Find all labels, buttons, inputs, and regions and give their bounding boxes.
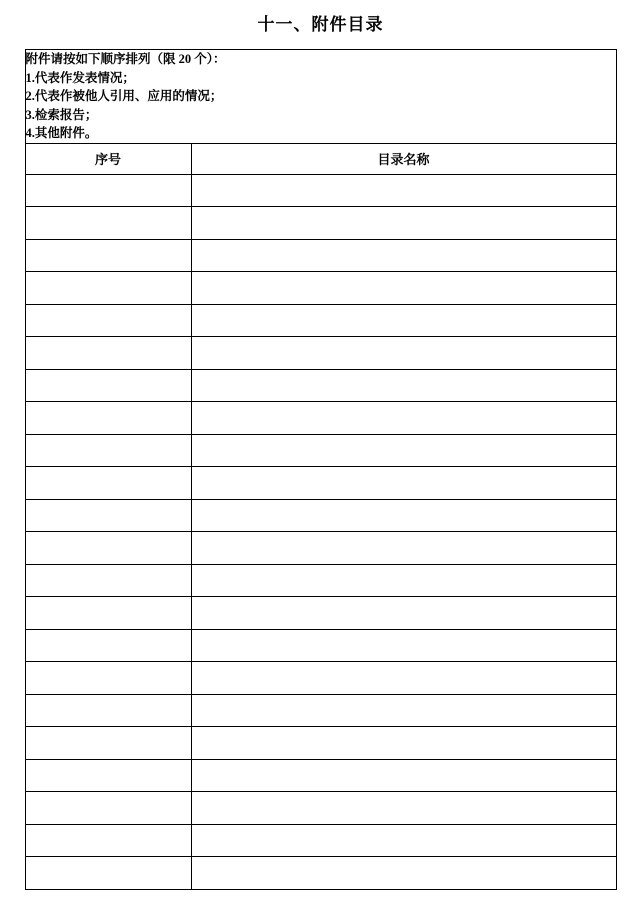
page-title: 十一、附件目录 bbox=[257, 15, 384, 34]
table-row[interactable] bbox=[25, 759, 616, 792]
notes-row bbox=[25, 50, 616, 144]
cell-name[interactable] bbox=[191, 174, 616, 207]
table-row[interactable] bbox=[25, 597, 616, 630]
cell-name[interactable] bbox=[191, 759, 616, 792]
cell-seq[interactable] bbox=[25, 207, 191, 240]
cell-seq[interactable] bbox=[25, 629, 191, 662]
cell-name[interactable] bbox=[191, 629, 616, 662]
cell-seq[interactable] bbox=[25, 824, 191, 857]
cell-seq[interactable] bbox=[25, 662, 191, 695]
cell-seq[interactable] bbox=[25, 402, 191, 435]
table-row[interactable] bbox=[25, 434, 616, 467]
table-row[interactable] bbox=[25, 239, 616, 272]
cell-name[interactable] bbox=[191, 207, 616, 240]
table-row[interactable] bbox=[25, 174, 616, 207]
cell-name[interactable] bbox=[191, 402, 616, 435]
column-header-name: 目录名称 bbox=[191, 143, 616, 174]
cell-seq[interactable] bbox=[25, 694, 191, 727]
cell-seq[interactable] bbox=[25, 337, 191, 370]
note-line-3: 3.检索报告； bbox=[25, 107, 98, 122]
table-row[interactable] bbox=[25, 207, 616, 240]
table-row[interactable] bbox=[25, 694, 616, 727]
table-row[interactable] bbox=[25, 499, 616, 532]
cell-name[interactable] bbox=[191, 662, 616, 695]
cell-name[interactable] bbox=[191, 857, 616, 890]
cell-seq[interactable] bbox=[25, 239, 191, 272]
table-row[interactable] bbox=[25, 727, 616, 760]
cell-name[interactable] bbox=[191, 532, 616, 565]
note-line-4: 4.其他附件。 bbox=[25, 126, 98, 140]
table-row[interactable] bbox=[25, 857, 616, 890]
column-header-seq: 序号 bbox=[25, 143, 191, 174]
table-row[interactable] bbox=[25, 532, 616, 565]
cell-seq[interactable] bbox=[25, 499, 191, 532]
table-row[interactable] bbox=[25, 304, 616, 337]
cell-name[interactable] bbox=[191, 597, 616, 630]
table-row[interactable] bbox=[25, 467, 616, 500]
cell-name[interactable] bbox=[191, 272, 616, 305]
table-row[interactable] bbox=[25, 662, 616, 695]
cell-name[interactable] bbox=[191, 564, 616, 597]
cell-name[interactable] bbox=[191, 727, 616, 760]
notes-cell bbox=[25, 50, 616, 144]
table-row[interactable] bbox=[25, 337, 616, 370]
cell-seq[interactable] bbox=[25, 434, 191, 467]
table-row[interactable] bbox=[25, 824, 616, 857]
cell-name[interactable] bbox=[191, 337, 616, 370]
cell-seq[interactable] bbox=[25, 369, 191, 402]
cell-seq[interactable] bbox=[25, 759, 191, 792]
cell-seq[interactable] bbox=[25, 304, 191, 337]
cell-name[interactable] bbox=[191, 369, 616, 402]
table-body bbox=[25, 50, 616, 890]
cell-seq[interactable] bbox=[25, 564, 191, 597]
cell-name[interactable] bbox=[191, 824, 616, 857]
table-row[interactable] bbox=[25, 564, 616, 597]
cell-name[interactable] bbox=[191, 499, 616, 532]
cell-name[interactable] bbox=[191, 694, 616, 727]
note-line-1: 1.代表作发表情况； bbox=[25, 70, 135, 85]
cell-seq[interactable] bbox=[25, 467, 191, 500]
cell-seq[interactable] bbox=[25, 597, 191, 630]
cell-seq[interactable] bbox=[25, 727, 191, 760]
attachment-directory-table bbox=[25, 49, 617, 890]
table-header-row bbox=[25, 143, 616, 174]
cell-seq[interactable] bbox=[25, 174, 191, 207]
table-row[interactable] bbox=[25, 792, 616, 825]
cell-seq[interactable] bbox=[25, 272, 191, 305]
cell-seq[interactable] bbox=[25, 532, 191, 565]
table-row[interactable] bbox=[25, 629, 616, 662]
cell-name[interactable] bbox=[191, 792, 616, 825]
table-row[interactable] bbox=[25, 272, 616, 305]
cell-name[interactable] bbox=[191, 434, 616, 467]
cell-seq[interactable] bbox=[25, 792, 191, 825]
cell-name[interactable] bbox=[191, 467, 616, 500]
cell-name[interactable] bbox=[191, 304, 616, 337]
note-line-0: 附件请按如下顺序排列（限 20 个）： bbox=[25, 52, 226, 66]
table-row[interactable] bbox=[25, 402, 616, 435]
note-line-2: 2.代表作被他人引用、应用的情况； bbox=[25, 89, 223, 103]
cell-name[interactable] bbox=[191, 239, 616, 272]
table-row[interactable] bbox=[25, 369, 616, 402]
cell-seq[interactable] bbox=[25, 857, 191, 890]
